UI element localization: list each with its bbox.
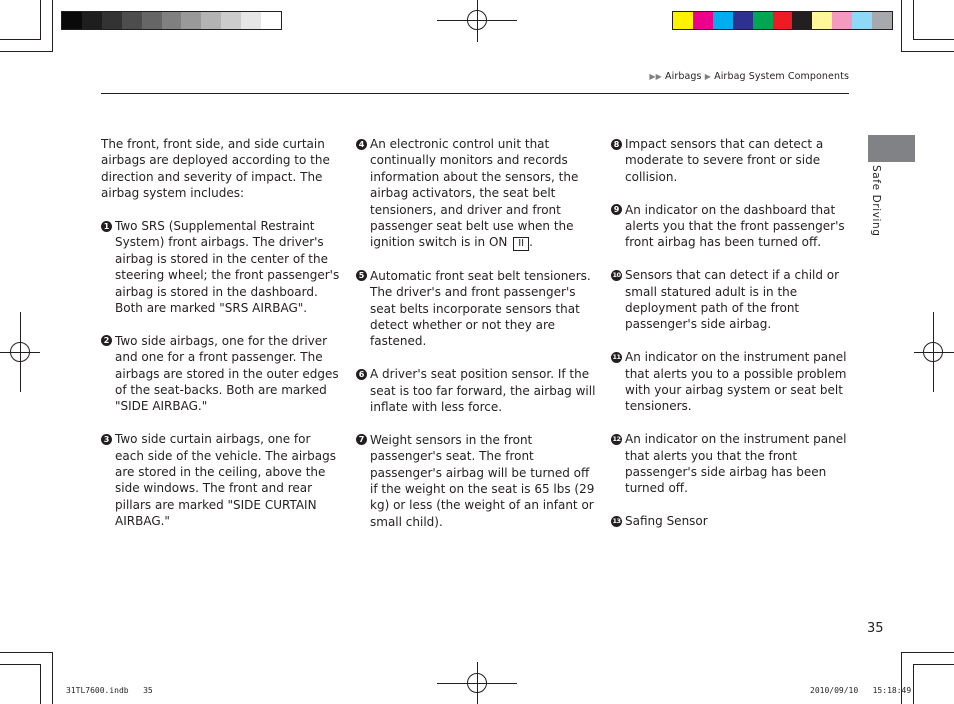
crop-mark bbox=[901, 51, 954, 52]
number-badge-icon: 4 bbox=[356, 139, 367, 150]
intro-paragraph: The front, front side, and side curtain airbags are deployed according to the direction and severity of impact. The airbag system includes: bbox=[101, 137, 330, 201]
grayscale-color-bar bbox=[61, 11, 282, 30]
crop-mark bbox=[913, 664, 954, 665]
crop-mark bbox=[913, 39, 954, 40]
column-3 bbox=[611, 136, 851, 546]
breadcrumb-item-airbags: Airbags bbox=[665, 71, 702, 82]
color-swatch bbox=[201, 12, 221, 29]
item-text: Two SRS (Supplemental Restraint System) front airbags. The driver's airbag is stored in the center of the steering wheel; the front passenger's airbag is stored in the dashboard. Both are marked "SRS AIRBAG". bbox=[115, 219, 340, 316]
crop-mark bbox=[901, 0, 902, 52]
item-text: Safing Sensor bbox=[625, 514, 708, 529]
breadcrumb-arrow-icon: ▶▶ bbox=[649, 72, 662, 81]
number-badge-icon: 6 bbox=[356, 369, 367, 380]
column-1 bbox=[101, 136, 343, 546]
item-text: Sensors that can detect if a child or small statured adult is in the deployment path of the front passenger's side airbag. bbox=[625, 268, 840, 332]
color-swatch bbox=[852, 12, 872, 29]
breadcrumb-arrow-icon: ▶ bbox=[704, 72, 711, 81]
item-text: An electronic control unit that continually monitors and records information about the sensors, the airbag activators, the seat belt tensioners, and driver and front passenger seat belt use when the ignition switch is in ON bbox=[370, 137, 579, 250]
breadcrumb bbox=[649, 71, 849, 82]
item-text: An indicator on the instrument panel that alerts you to a possible problem with your airbag system or seat belt tensioners. bbox=[625, 350, 847, 414]
breadcrumb-item-components: Airbag System Components bbox=[714, 71, 849, 82]
list-item bbox=[611, 431, 851, 497]
color-swatch bbox=[122, 12, 142, 29]
number-badge-icon: 5 bbox=[356, 270, 367, 281]
color-swatch bbox=[261, 12, 281, 29]
list-item bbox=[611, 349, 851, 415]
number-badge-icon: 2 bbox=[101, 335, 112, 346]
crop-mark bbox=[0, 652, 52, 653]
color-swatch bbox=[221, 12, 241, 29]
color-swatch bbox=[832, 12, 852, 29]
color-swatch bbox=[733, 12, 753, 29]
crop-mark bbox=[40, 664, 41, 704]
crop-mark bbox=[0, 664, 40, 665]
header-rule bbox=[101, 93, 849, 94]
color-swatch bbox=[62, 12, 82, 29]
color-swatch bbox=[181, 12, 201, 29]
number-badge-icon: 9 bbox=[611, 204, 622, 215]
list-item bbox=[356, 432, 598, 530]
item-text: Impact sensors that can detect a moderate to severe front or side collision. bbox=[625, 137, 824, 184]
color-swatch bbox=[102, 12, 122, 29]
footer-timestamp: 2010/09/10 15:18:49 bbox=[810, 686, 912, 695]
number-badge-icon: 1 bbox=[101, 221, 112, 232]
item-text: Two side airbags, one for the driver and one for a front passenger. The airbags are stored in the outer edges of the seat-backs. Both are marked "SIDE AIRBAG." bbox=[115, 333, 339, 414]
number-badge-icon: 8 bbox=[611, 139, 622, 150]
crop-mark bbox=[40, 0, 41, 40]
crop-mark bbox=[901, 652, 954, 653]
item-text: Automatic front seat belt tensioners. The driver's and front passenger's seat belts incorporate sensors that detect whether or not they are fastened. bbox=[370, 268, 591, 349]
color-swatch bbox=[82, 12, 102, 29]
crop-mark bbox=[901, 652, 902, 704]
item-suffix: . bbox=[529, 235, 533, 250]
page-number: 35 bbox=[867, 621, 884, 636]
list-item bbox=[101, 218, 343, 316]
color-swatch bbox=[773, 12, 793, 29]
item-text: An indicator on the dashboard that alerts you that the front passenger's front airbag has been turned off. bbox=[625, 202, 845, 250]
item-text: An indicator on the instrument panel that alerts you that the front passenger's side airbag has been turned off. bbox=[625, 432, 847, 496]
list-item bbox=[611, 136, 851, 185]
color-swatch bbox=[162, 12, 182, 29]
color-swatch bbox=[693, 12, 713, 29]
number-badge-icon: 11 bbox=[612, 352, 621, 361]
crop-mark bbox=[52, 652, 53, 704]
list-item bbox=[101, 333, 343, 415]
crop-mark bbox=[52, 0, 53, 52]
color-swatch bbox=[753, 12, 773, 29]
color-swatch bbox=[241, 12, 261, 29]
color-swatch bbox=[713, 12, 733, 29]
number-badge-icon: 3 bbox=[101, 434, 112, 445]
crop-mark bbox=[913, 0, 914, 40]
number-badge-icon: 12 bbox=[612, 434, 621, 443]
section-label: Safe Driving bbox=[870, 165, 882, 237]
color-swatch bbox=[792, 12, 812, 29]
item-text: Weight sensors in the front passenger's seat. The front passenger's airbag will be turned off if the weight on the seat is 65 lbs (29 kg) or less (the weight of an infant or small child). bbox=[370, 432, 595, 529]
crop-mark bbox=[913, 664, 914, 704]
crop-mark bbox=[0, 39, 40, 40]
ignition-position-key: II bbox=[513, 237, 529, 251]
list-item bbox=[611, 513, 851, 529]
color-swatch bbox=[142, 12, 162, 29]
list-item bbox=[101, 431, 343, 529]
item-text: Two side curtain airbags, one for each side of the vehicle. The airbags are stored in the ceiling, above the side windows. The front and rear pillars are marked "SIDE CURTAIN AIRBAG." bbox=[115, 432, 337, 529]
section-tab bbox=[868, 135, 915, 162]
list-item bbox=[356, 366, 598, 415]
list-item bbox=[356, 136, 598, 251]
footer-file: 31TL7600.indb 35 bbox=[66, 686, 153, 695]
number-badge-icon: 13 bbox=[612, 516, 621, 525]
color-swatch bbox=[673, 12, 693, 29]
list-item bbox=[611, 202, 851, 251]
process-color-bar bbox=[672, 11, 893, 30]
item-text: A driver's seat position sensor. If the seat is too far forward, the airbag will inflate with less force. bbox=[370, 367, 596, 415]
color-swatch bbox=[812, 12, 832, 29]
column-2 bbox=[356, 136, 598, 547]
list-item bbox=[356, 268, 598, 350]
list-item bbox=[611, 267, 851, 333]
number-badge-icon: 7 bbox=[356, 434, 367, 445]
number-badge-icon: 10 bbox=[612, 270, 621, 279]
color-swatch bbox=[872, 12, 892, 29]
crop-mark bbox=[0, 51, 52, 52]
